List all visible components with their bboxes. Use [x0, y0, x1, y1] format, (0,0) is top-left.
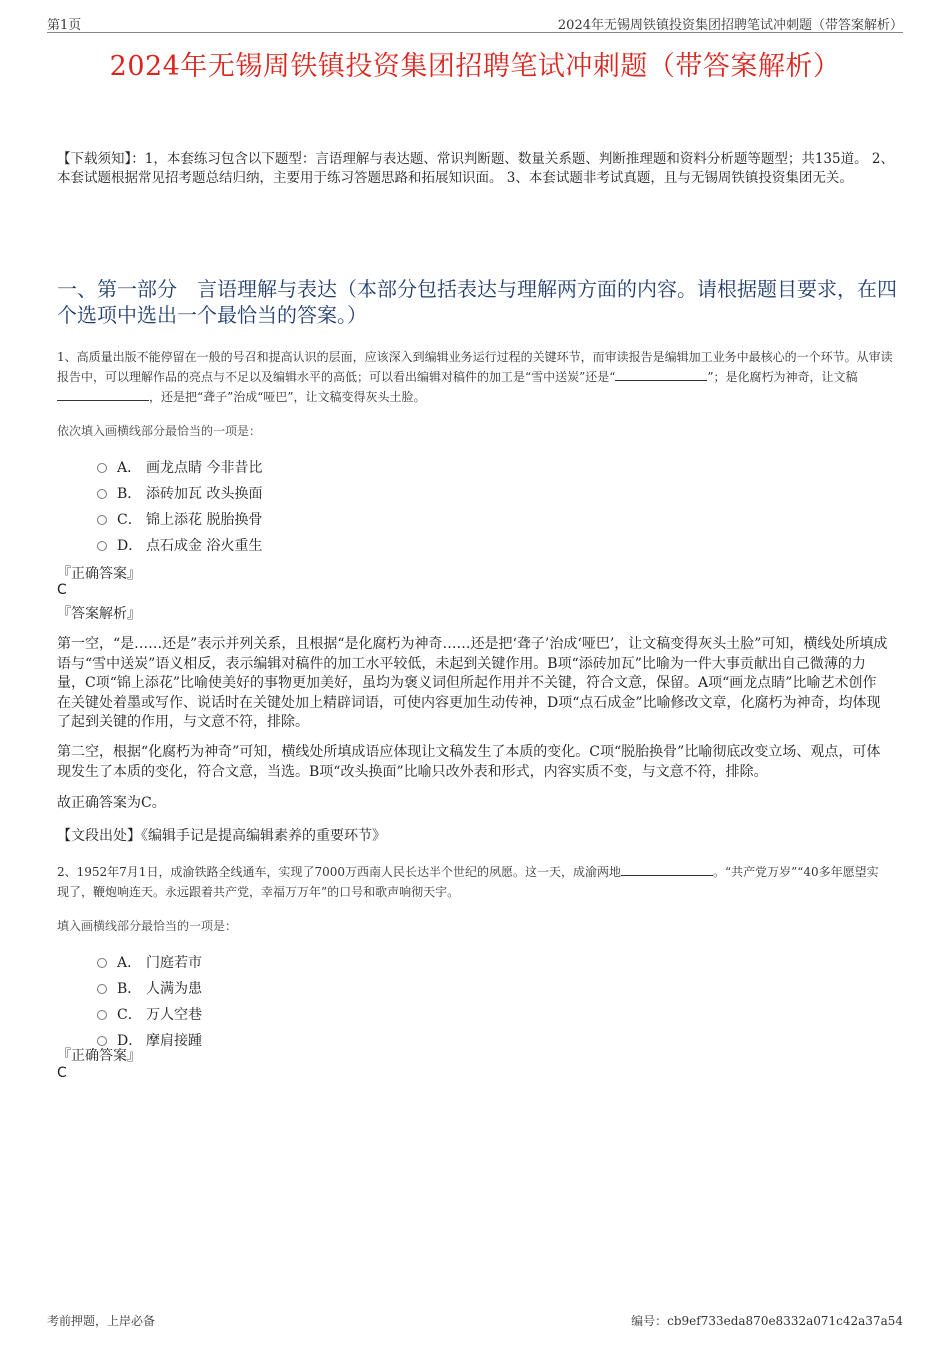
section-heading: 一、第一部分 言语理解与表达（本部分包括表达与理解两方面的内容。请根据题目要求，在四个选项中选出一个最恰当的答案。） — [57, 277, 897, 327]
question-2-stem: 2、1952年7月1日，成渝铁路全线通车，实现了7000万西南人民长达半个世纪的夙愿。这一天，成渝两地 。“共产党万岁”“40多年愿望实现了，鞭炮响连天。永远跟着共产党，幸福万万年”的口号和歌声响彻天宇。 — [57, 865, 879, 899]
analysis-paragraph-2: 第二空，根据“化腐朽为神奇”可知，横线处所填成语应体现让文稿发生了本质的变化。C项“脱胎换骨”比喻彻底改变立场、观点，可体现发生了本质的变化，符合文意，当选。B项“改头换面”比喻只改外表和形式，内容实质不变，与文意不符，排除。 — [57, 744, 881, 780]
fill-blank — [621, 863, 713, 876]
answer-label: 『正确答案』 — [57, 1048, 141, 1064]
radio-icon[interactable] — [97, 463, 107, 473]
fill-blank — [615, 368, 707, 381]
q2-option-b[interactable]: B． 人满为患 — [97, 978, 202, 998]
question-1-stem: 1、高质量出版不能停留在一般的号召和提高认识的层面，应该深入到编辑业务运行过程的关键环节，而审读报告是编辑加工业务中最核心的一个环节。从审读报告中，可以理解作品的亮点与不足以及编辑水平的高低；可以看出编辑对稿件的加工是“雪中送炭”还是“ ”；是化腐朽为神奇，让文稿，还是把“聋子”治成“哑巴”，让文稿变得灰头土脸。 — [57, 350, 893, 404]
radio-icon[interactable] — [97, 984, 107, 994]
footer-slogan: 考前押题，上岸必备 — [47, 1314, 156, 1328]
q1-option-a[interactable]: A． 画龙点睛 今非昔比 — [97, 457, 262, 477]
q1-option-d[interactable]: D． 点石成金 浴火重生 — [97, 535, 262, 555]
document-title: 2024年无锡周铁镇投资集团招聘笔试冲刺题（带答案解析） — [109, 51, 841, 82]
radio-icon[interactable] — [97, 1010, 107, 1020]
download-notice: 【下载须知】：1，本套练习包含以下题型：言语理解与表达题、常识判断题、数量关系题、判断推理题和资料分析题等题型；共135道。 2、本套试题根据常见招考题总结归纳，主要用于练习答题思路和拓展知识面。 3、本套试题非考试真题，且与无锡周铁镇投资集团无关。 — [57, 151, 894, 186]
fill-blank — [57, 388, 149, 401]
footer-doc-id: 编号：cb9ef733eda870e8332a071c42a37a54 — [631, 1314, 903, 1328]
q2-option-c[interactable]: C． 万人空巷 — [97, 1004, 202, 1024]
q2-option-a[interactable]: A． 门庭若市 — [97, 952, 202, 972]
q2-option-d[interactable]: D． 摩肩接踵 — [97, 1030, 202, 1050]
answer-label: 『正确答案』 — [57, 566, 141, 582]
radio-icon[interactable] — [97, 515, 107, 525]
header-divider — [47, 32, 903, 33]
q1-option-c[interactable]: C． 锦上添花 脱胎换骨 — [97, 509, 262, 529]
analysis-label: 『答案解析』 — [57, 606, 141, 622]
q1-option-b[interactable]: B． 添砖加瓦 改头换面 — [97, 483, 262, 503]
answer-value: C — [57, 1065, 67, 1081]
answer-value: C — [57, 582, 67, 598]
radio-icon[interactable] — [97, 958, 107, 968]
running-title: 2024年无锡周铁镇投资集团招聘笔试冲刺题（带答案解析） — [557, 18, 903, 33]
question-2-prompt: 填入画横线部分最恰当的一项是： — [57, 919, 238, 933]
page-number: 第1页 — [47, 18, 82, 33]
analysis-conclusion: 故正确答案为C。 — [57, 795, 166, 811]
source-note: 【文段出处】《编辑手记是提高编辑素养的重要环节》 — [57, 828, 386, 844]
analysis-paragraph-1: 第一空，“是……还是”表示并列关系，且根据“是化腐朽为神奇……还是把‘聋子’治成‘哑巴’，让文稿变得灰头土脸”可知，横线处所填成语与“雪中送炭”语义相反，表示编辑对稿件的加工水平较低，未起到关键作用。B项“添砖加瓦”比喻为一件大事贡献出自己微薄的力量，C项“锦上添花”比喻使美好的事物更加美好，虽均为褒义词但所起作用并不关键，符合文意，保留。A项“画龙点睛”比喻艺术创作在关键处着墨或写作、说话时在关键处加上精辟词语，可使内容更加生动传神，D项“点石成金”比喻修改文章，化腐朽为神奇，均体现了起到关键的作用，与文意不符，排除。 — [57, 636, 888, 730]
radio-icon[interactable] — [97, 489, 107, 499]
question-1-prompt: 依次填入画横线部分最恰当的一项是： — [57, 424, 262, 438]
radio-icon[interactable] — [97, 541, 107, 551]
